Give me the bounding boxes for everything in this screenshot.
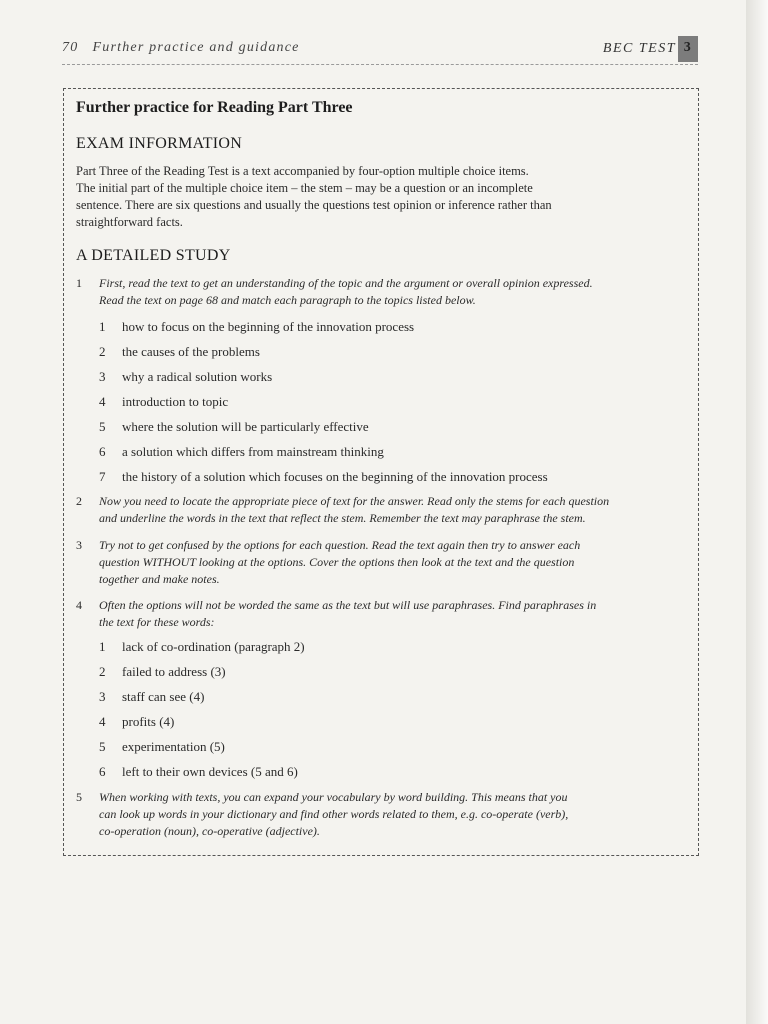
step-number: 5 [76, 790, 82, 804]
instruction-line: Now you need to locate the appropriate piece of text for the answer. Read only the stems for each question [99, 494, 610, 508]
item-text: experimentation (5) [122, 739, 225, 754]
step-instruction [99, 789, 684, 840]
item-number: 5 [99, 419, 106, 434]
instruction-line: Often the options will not be worded the same as the text but will use paraphrases. Find paraphrases in [99, 598, 597, 612]
instruction-line: Try not to get confused by the options for each question. Read the text again then try to answer each [99, 538, 581, 552]
step-instruction [99, 493, 684, 527]
exam-info-line: The initial part of the multiple choice item – the stem – may be a question or an incomplete [76, 181, 533, 195]
step-number: 1 [76, 276, 82, 290]
item-text: profits (4) [122, 714, 175, 729]
step-instruction [99, 275, 684, 309]
item-text: the history of a solution which focuses on the beginning of the innovation process [122, 469, 548, 484]
instruction-line: Read the text on page 68 and match each paragraph to the topics listed below. [99, 293, 476, 307]
item-number: 3 [99, 689, 106, 704]
step-number: 2 [76, 494, 82, 508]
instruction-line: and underline the words in the text that reflect the stem. Remember the text may paraphrase the stem. [99, 511, 586, 525]
item-text: lack of co-ordination (paragraph 2) [122, 639, 305, 654]
page-edge-shadow [746, 0, 768, 1024]
item-text: failed to address (3) [122, 664, 226, 679]
item-text: introduction to topic [122, 394, 229, 409]
item-number: 2 [99, 344, 106, 359]
step-number: 3 [76, 538, 82, 552]
detailed-study-heading: A DETAILED STUDY [76, 247, 231, 264]
step-instruction [99, 597, 684, 631]
header-right [603, 36, 698, 62]
test-label: BEC TEST [602, 41, 676, 56]
exam-info-heading: EXAM INFORMATION [76, 135, 243, 152]
item-number: 4 [99, 394, 106, 409]
item-number: 6 [99, 764, 106, 779]
item-number: 5 [99, 739, 106, 754]
item-number: 6 [99, 444, 106, 459]
instruction-line: question WITHOUT looking at the options. Cover the options then look at the text and the question [99, 555, 575, 569]
instruction-line: the text for these words: [99, 615, 215, 629]
item-number: 3 [99, 369, 106, 384]
item-text: why a radical solution works [122, 369, 273, 384]
running-header [62, 36, 698, 65]
instruction-line: can look up words in your dictionary and find other words related to them, e.g. co-operate (verb), [99, 807, 569, 821]
instruction-line: First, read the text to get an understanding of the topic and the argument or overall opinion expressed. [99, 276, 593, 290]
item-text: where the solution will be particularly effective [122, 419, 369, 434]
exam-info-line: sentence. There are six questions and usually the questions test opinion or inference rather than [76, 198, 552, 212]
item-text: the causes of the problems [122, 344, 260, 359]
instruction-line: When working with texts, you can expand your vocabulary by word building. This means that you [99, 790, 568, 804]
exam-info-text [76, 163, 686, 231]
instruction-line: co-operation (noun), co-operative (adjective). [99, 824, 320, 838]
test-number-badge: 3 [678, 36, 698, 62]
item-text: how to focus on the beginning of the innovation process [122, 319, 415, 334]
step-number: 4 [76, 598, 82, 612]
item-number: 1 [99, 639, 106, 654]
practice-box [63, 88, 699, 856]
section-title: Further practice and guidance [92, 40, 300, 55]
step-instruction [99, 537, 684, 588]
exam-info-line: straightforward facts. [76, 215, 183, 229]
item-number: 7 [99, 469, 106, 484]
page-number: 70 [62, 40, 79, 55]
item-text: left to their own devices (5 and 6) [122, 764, 298, 779]
header-left [62, 40, 300, 56]
item-number: 1 [99, 319, 106, 334]
instruction-line: together and make notes. [99, 572, 220, 586]
item-text: staff can see (4) [122, 689, 205, 704]
item-number: 4 [99, 714, 106, 729]
exam-info-line: Part Three of the Reading Test is a text accompanied by four-option multiple choice items. [76, 164, 529, 178]
item-number: 2 [99, 664, 106, 679]
item-text: a solution which differs from mainstream thinking [122, 444, 384, 459]
box-title: Further practice for Reading Part Three [76, 99, 353, 116]
